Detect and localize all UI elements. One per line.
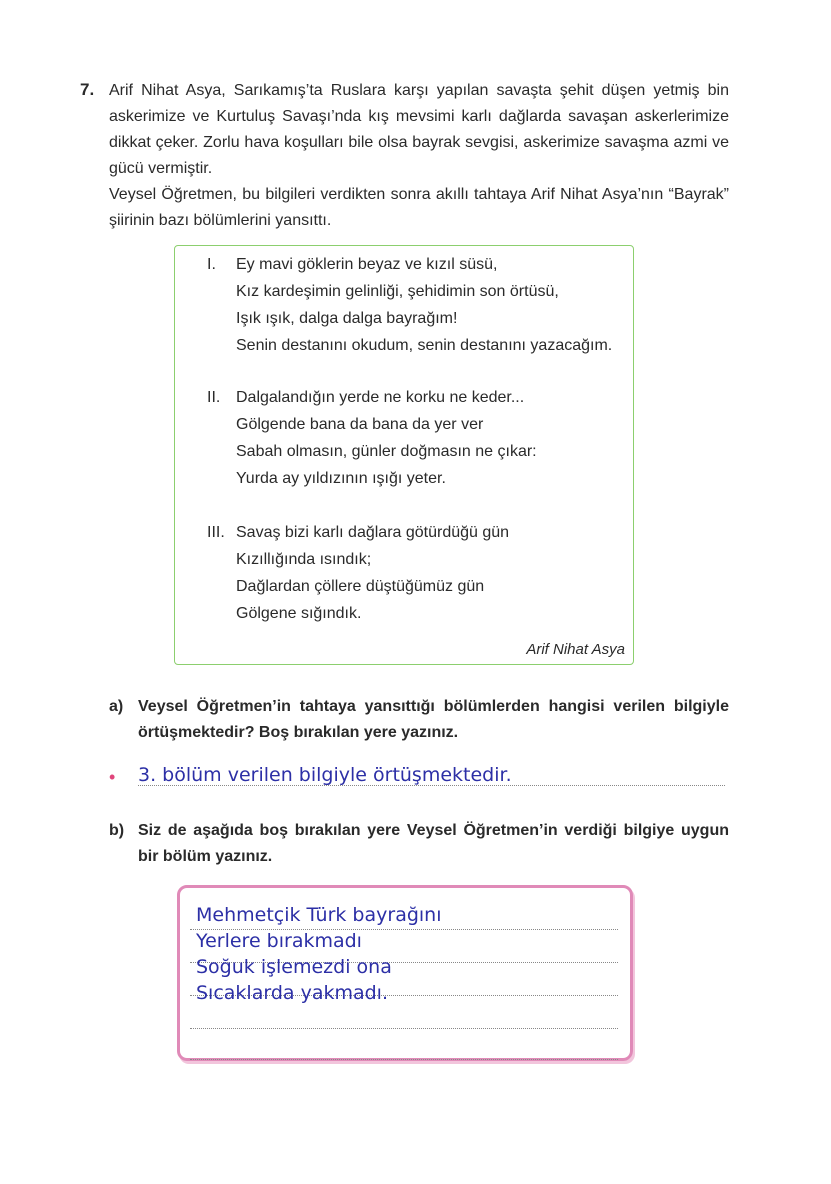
- poem-line: Savaş bizi karlı dağlara götürdüğü gün: [236, 524, 510, 541]
- part-b-answer-line: Mehmetçik Türk bayrağını: [196, 904, 442, 926]
- part-b-text: Siz de aşağıda boş bırakılan yere Veysel Öğretmen’in verdiği bilgiye uygun bir bölüm yazınız.: [138, 822, 729, 865]
- poem-line: Yurda ay yıldızının ışığı yeter.: [236, 470, 446, 487]
- part-a-answer: 3. bölüm verilen bilgiyle örtüşmektedir.: [138, 764, 512, 786]
- part-b-answer-line: Sıcaklarda yakmadı.: [196, 982, 388, 1004]
- poem-line: Gölgene sığındık.: [236, 605, 362, 622]
- stanza-numeral: II.: [207, 389, 221, 406]
- part-a-question: [109, 694, 729, 746]
- intro-paragraph-1: Arif Nihat Asya, Sarıkamış’ta Ruslara karşı yapılan savaşta şehit düşen yetmiş bin askerimize ve Kurtuluş Savaşı’nda kış mevsimi karlı dağlarda savaşan askerlerimize dikkat çeker. Zorlu hava koşulları bile olsa bayrak sevgisi, askerimize savaşma azmi ve gücü vermiştir.: [109, 82, 729, 177]
- poem-line: Dalgalandığın yerde ne korku ne keder...: [236, 389, 525, 406]
- poem-line: Kızıllığında ısındık;: [236, 551, 372, 568]
- stanza-numeral: III.: [207, 524, 225, 541]
- poem-line: Sabah olmasın, günler doğmasın ne çıkar:: [236, 443, 537, 460]
- poem-line: Kız kardeşimin gelinliği, şehidimin son örtüsü,: [236, 283, 559, 300]
- part-b-answer-box[interactable]: [177, 885, 633, 1061]
- poem-line: Ey mavi göklerin beyaz ve kızıl süsü,: [236, 256, 498, 273]
- dotted-line: [190, 1026, 618, 1060]
- poem-line: Dağlardan çöllere düştüğümüz gün: [236, 578, 485, 595]
- stanza-numeral: I.: [207, 256, 216, 273]
- part-b-question: [109, 818, 729, 870]
- poem-author: Arif Nihat Asya: [526, 641, 625, 658]
- part-b-answer-line: Yerlere bırakmadı: [196, 930, 362, 952]
- part-b-answer-line: Soğuk işlemezdi ona: [196, 956, 392, 978]
- poem-line: Gölgende bana da bana da yer ver: [236, 416, 484, 433]
- poem-box: [174, 245, 634, 665]
- poem-line: Senin destanını okudum, senin destanını yazacağım.: [236, 337, 613, 354]
- poem-line: Işık ışık, dalga dalga bayrağım!: [236, 310, 458, 327]
- part-a-label: a): [109, 698, 124, 715]
- part-b-label: b): [109, 822, 125, 839]
- bullet-icon: •: [109, 767, 116, 787]
- question-number: 7.: [80, 80, 95, 99]
- intro-paragraph-2: Veysel Öğretmen, bu bilgileri verdikten sonra akıllı tahtaya Arif Nihat Asya’nın “Bayrak” şiirinin bazı bölümlerini yansıttı.: [109, 186, 729, 229]
- part-a-text: Veysel Öğretmen’in tahtaya yansıttığı bölümlerden hangisi verilen bilgiyle örtüşmektedir? Boş bırakılan yere yazınız.: [138, 698, 729, 741]
- question-intro: [109, 78, 729, 234]
- part-a-answer-field[interactable]: [109, 763, 725, 791]
